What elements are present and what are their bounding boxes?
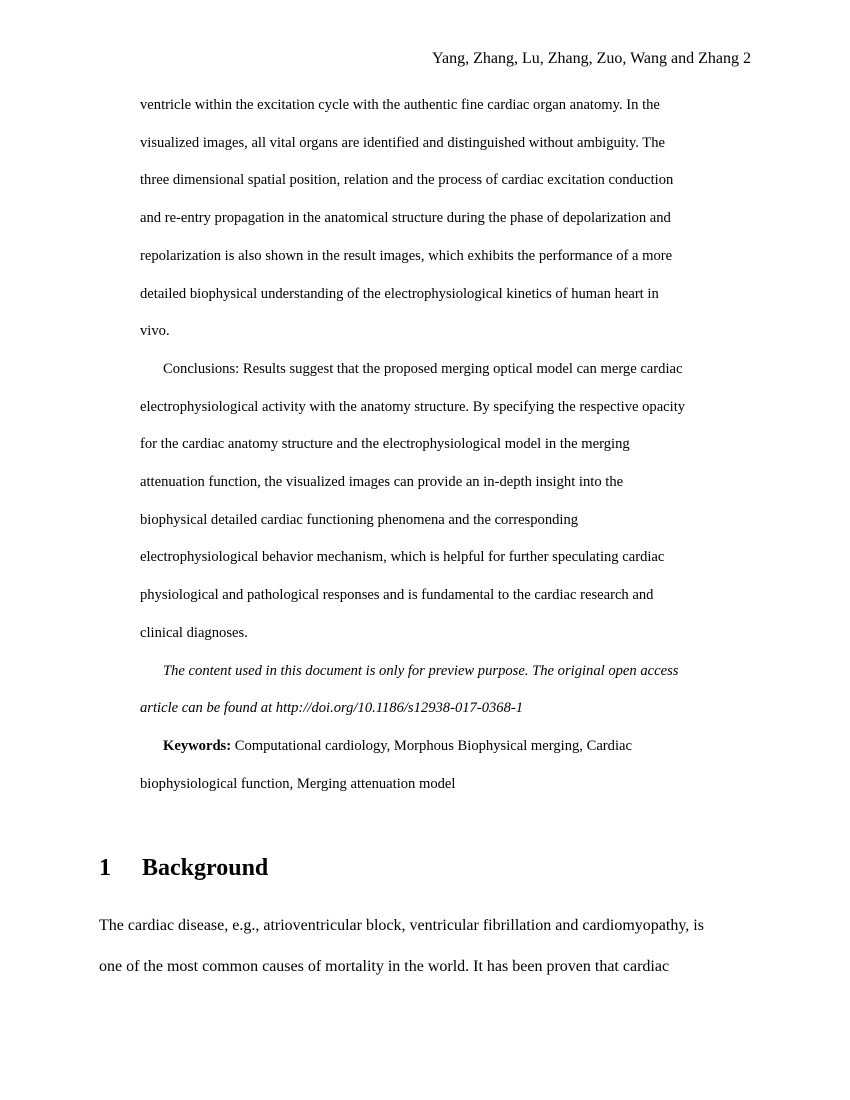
text-line: The content used in this document is only for preview purpose. The original open access <box>163 662 679 679</box>
preview-notice <box>140 653 715 728</box>
section-number: 1 <box>99 855 111 881</box>
section-heading <box>99 852 268 884</box>
running-head: Yang, Zhang, Lu, Zhang, Zuo, Wang and Zhang 2 <box>432 50 751 67</box>
text-line: Conclusions: Results suggest that the proposed merging optical model can merge cardiac <box>163 360 683 377</box>
text-line: ventricle within the excitation cycle with the authentic fine cardiac organ anatomy. In the <box>140 97 660 113</box>
section-body-paragraph <box>99 906 749 987</box>
abstract <box>140 87 715 803</box>
keywords-text: Computational cardiology, Morphous Biophysical merging, Cardiac <box>231 737 632 754</box>
text-line: visualized images, all vital organs are identified and distinguished without ambiguity. The <box>140 134 665 151</box>
abstract-conclusions-paragraph <box>140 351 715 653</box>
keywords-label: Keywords: <box>163 737 232 754</box>
text-line: biophysiological function, Merging attenuation model <box>140 775 456 792</box>
keywords <box>140 728 715 803</box>
text-line: detailed biophysical understanding of the electrophysiological kinetics of human heart in <box>140 285 659 302</box>
text-line: for the cardiac anatomy structure and the electrophysiological model in the merging <box>140 436 630 453</box>
text-line: and re-entry propagation in the anatomical structure during the phase of depolarization and <box>140 210 671 227</box>
text-line: physiological and pathological responses and is fundamental to the cardiac research and <box>140 587 654 604</box>
text-line: clinical diagnoses. <box>140 624 248 641</box>
text-line: article can be found at http://doi.org/10.1186/s12938-017-0368-1 <box>140 700 524 717</box>
text-line: biophysical detailed cardiac functioning phenomena and the corresponding <box>140 511 579 528</box>
abstract-results-paragraph <box>140 87 715 351</box>
text-line: attenuation function, the visualized images can provide an in-depth insight into the <box>140 474 624 491</box>
text-line: one of the most common causes of mortality in the world. It has been proven that cardiac <box>99 957 670 975</box>
keywords-line <box>140 728 715 766</box>
text-line: electrophysiological activity with the anatomy structure. By specifying the respective opacity <box>140 398 686 415</box>
text-line: electrophysiological behavior mechanism, which is helpful for further speculating cardiac <box>140 549 665 566</box>
text-line: vivo. <box>140 323 170 340</box>
section-title: Background <box>142 855 269 881</box>
text-line: repolarization is also shown in the result images, which exhibits the performance of a more <box>140 247 673 264</box>
text-line: The cardiac disease, e.g., atrioventricular block, ventricular fibrillation and cardiomyopathy, is <box>99 917 704 934</box>
text-line: three dimensional spatial position, relation and the process of cardiac excitation conduction <box>140 172 674 189</box>
